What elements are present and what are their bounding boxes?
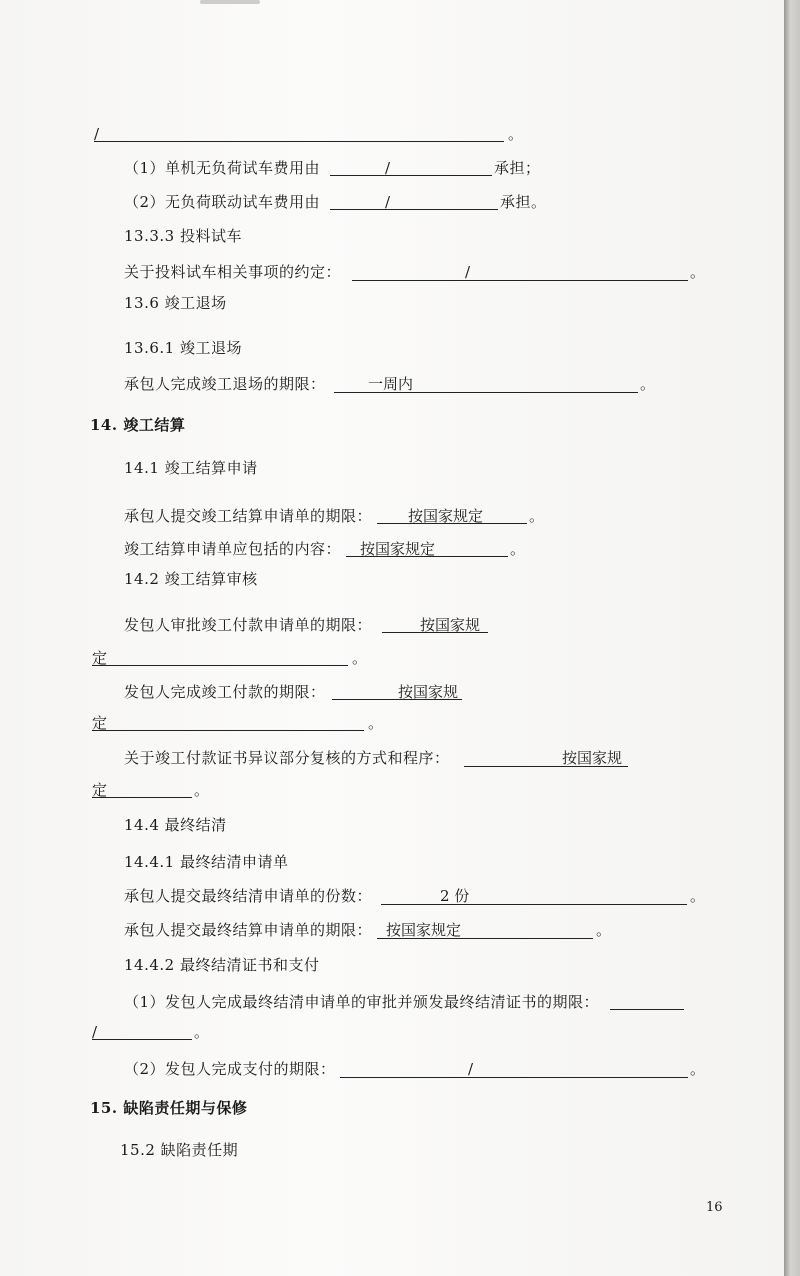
- line-end: 。: [352, 649, 368, 667]
- scan-smudge: [200, 0, 260, 4]
- field-value: /: [385, 193, 391, 211]
- underline: [610, 1009, 684, 1010]
- field-value: /: [465, 263, 471, 281]
- line-end: 。: [508, 125, 524, 143]
- line-end: 。: [194, 1023, 210, 1041]
- section-heading-14-4: 14.4 最终结清: [124, 816, 227, 834]
- objection-review-procedure-label: 关于竣工付款证书异议部分复核的方式和程序：: [124, 749, 450, 767]
- field-value-continued: /: [92, 1023, 98, 1041]
- field-value-continued: 定: [92, 649, 108, 667]
- field-value: 按国家规: [398, 683, 459, 701]
- section-heading-14: 14. 竣工结算: [90, 416, 186, 434]
- page-edge-shadow: [784, 0, 800, 1276]
- section-heading-14-4-2: 14.4.2 最终结清证书和支付: [124, 956, 320, 974]
- line-end: 。: [690, 887, 706, 905]
- underline: [92, 1039, 192, 1040]
- final-settlement-copies-label: 承包人提交最终结清申请单的份数：: [124, 887, 373, 905]
- field-value: 按国家规定: [360, 540, 436, 558]
- feed-trial-agreement-label: 关于投料试车相关事项的约定：: [124, 263, 342, 281]
- field-value: 2 份: [440, 887, 470, 905]
- line-end: 。: [510, 540, 526, 558]
- field-value-continued: 定: [92, 714, 108, 732]
- section-heading-14-1: 14.1 竣工结算申请: [124, 459, 258, 477]
- final-certificate-period-label: （1）发包人完成最终结清申请单的审批并颁发最终结清证书的期限：: [124, 993, 600, 1011]
- underline: [352, 280, 688, 281]
- underline: [340, 1077, 688, 1078]
- section-heading-14-4-1: 14.4.1 最终结清申请单: [124, 853, 289, 871]
- line-end: 。: [640, 375, 656, 393]
- final-settlement-period-label: 承包人提交最终结算申请单的期限：: [124, 921, 373, 939]
- payment-approval-period-label: 发包人审批竣工付款申请单的期限：: [124, 616, 373, 634]
- underline: [330, 209, 498, 210]
- line-suffix: 承担；: [494, 159, 541, 177]
- completion-exit-period-label: 承包人完成竣工退场的期限：: [124, 375, 326, 393]
- section-heading-15: 15. 缺陷责任期与保修: [90, 1099, 248, 1117]
- underline: [92, 797, 192, 798]
- line-end: 。: [690, 1060, 706, 1078]
- trial-run-cost-no-load-linked: （2）无负荷联动试车费用由: [124, 193, 321, 211]
- underline: [381, 904, 687, 905]
- line-end: 。: [690, 263, 706, 281]
- underline: [94, 141, 504, 142]
- field-value-continued: /: [94, 125, 100, 143]
- payment-period-label: （2）发包人完成支付的期限：: [124, 1060, 336, 1078]
- section-heading-13-6-1: 13.6.1 竣工退场: [124, 339, 242, 357]
- field-value: /: [468, 1060, 474, 1078]
- section-heading-13-3-3: 13.3.3 投料试车: [124, 227, 242, 245]
- section-heading-14-2: 14.2 竣工结算审核: [124, 570, 258, 588]
- settlement-application-period-label: 承包人提交竣工结算申请单的期限：: [124, 507, 373, 525]
- underline: [92, 730, 364, 731]
- field-value: /: [385, 159, 391, 177]
- section-heading-15-2: 15.2 缺陷责任期: [120, 1141, 239, 1159]
- field-value: 按国家规定: [386, 921, 462, 939]
- line-end: 。: [529, 507, 545, 525]
- line-end: 。: [596, 921, 612, 939]
- section-heading-13-6: 13.6 竣工退场: [124, 294, 227, 312]
- line-end: 。: [194, 781, 210, 799]
- trial-run-cost-no-load-single: （1）单机无负荷试车费用由: [124, 159, 321, 177]
- underline: [92, 665, 348, 666]
- field-value: 按国家规: [420, 616, 481, 634]
- field-value: 按国家规定: [408, 507, 484, 525]
- line-suffix: 承担。: [500, 193, 547, 211]
- field-value: 一周内: [368, 375, 414, 393]
- settlement-application-content-label: 竣工结算申请单应包括的内容：: [124, 540, 342, 558]
- field-value-continued: 定: [92, 781, 108, 799]
- line-end: 。: [368, 714, 384, 732]
- underline: [330, 175, 492, 176]
- field-value: 按国家规: [562, 749, 623, 767]
- payment-completion-period-label: 发包人完成竣工付款的期限：: [124, 683, 326, 701]
- page-number: 16: [706, 1200, 723, 1215]
